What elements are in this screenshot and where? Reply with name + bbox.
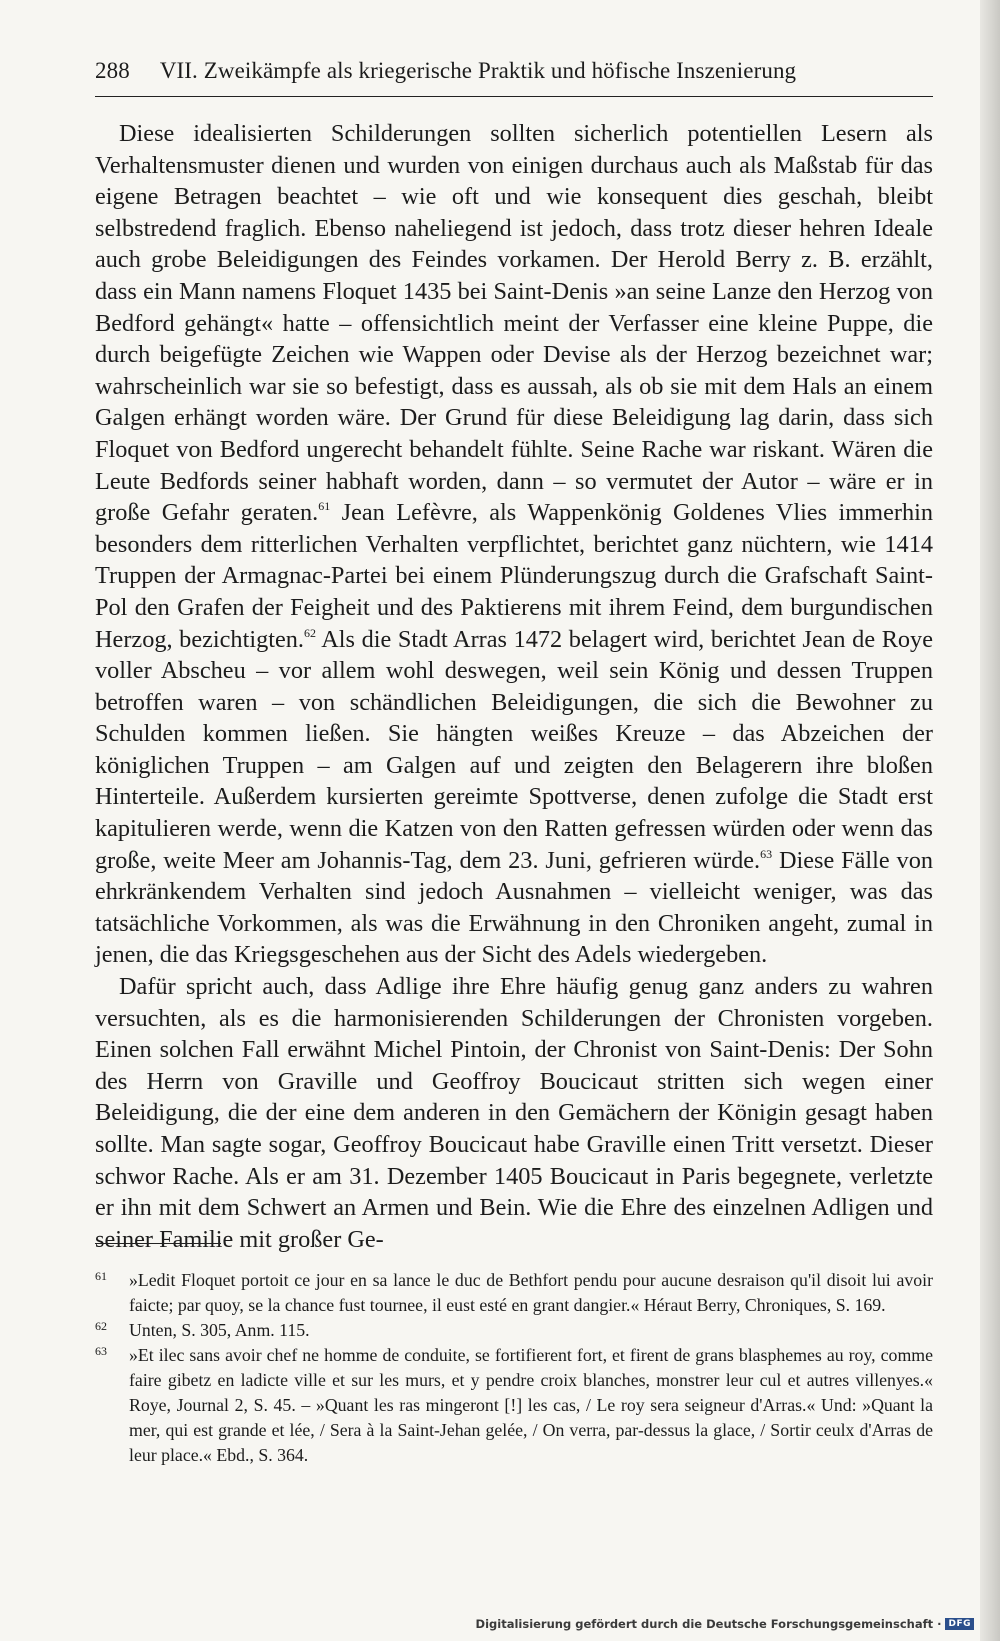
header-rule [95,96,933,97]
footnote [95,1343,933,1468]
footnotes [95,1268,933,1468]
footnote-separator [95,1243,221,1244]
text-run: Diese idealisierten Schilderungen sollten sicherlich potentiellen Lesern als Verhaltensmuster dienen und wurden von einigen durchaus auch als Maßstab für das eigene Betragen beachtet – wie oft und wie konsequent dies geschah, bleibt selbstredend fraglich. Ebenso naheliegend ist jedoch, dass trotz dieser hehren Ideale auch grobe Beleidigungen des Feindes vorkamen. Der Herold Berry z. B. erzählt, dass ein Mann namens Floquet 1435 bei Saint-Denis »an seine Lanze den Herzog von Bedford gehängt« hatte – offensichtlich meint der Verfasser eine kleine Puppe, die durch beigefügte Zeichen wie Wappen oder Devise als der Herzog bezeichnet war; wahrscheinlich war sie so befestigt, dass es aussah, als ob sie mit dem Hals an einem Galgen erhängt worden wäre. Der Grund für diese Beleidigung lag darin, dass sich Floquet von Bedford ungerecht behandelt fühlte. Seine Rache war riskant. Wären die Leute Bedfords seiner habhaft worden, dann – so vermutet der Autor – wäre er in große Gefahr geraten. [95,120,933,527]
footnote-number: 63 [95,1344,107,1358]
text-run: Dafür spricht auch, dass Adlige ihre Ehre häufig genug ganz anders zu wahren versuchten, als es die harmonisierenden Schilderungen der Chronisten vorgeben. Einen solchen Fall erwähnt Michel Pintoin, der Chronist von Saint-Denis: Der Sohn des Herrn von Graville und Geoffroy Boucicaut stritten sich wegen einer Beleidigung, die der eine dem anderen in den Gemächern der Königin gesagt haben sollte. Man sagte sogar, Geoffroy Boucicaut habe Graville einen Tritt versetzt. Dieser schwor Rache. Als er am 31. Dezember 1405 Boucicaut in Paris begegnete, verletzte er ihn mit dem Schwert an Armen und Bein. Wie die Ehre des einzelnen Adligen und seiner Familie mit großer Ge- [95,973,933,1253]
footnote-number: 62 [95,1319,107,1333]
text-run: Jean Lefèvre, als Wappenkönig Goldenes Vlies immerhin besonders dem ritterlichen Verhalten verpflichtet, berichtet ganz nüchtern, wie 1414 Truppen der Armagnac-Partei bei einem Plünderungszug durch die Grafschaft Saint-Pol den Grafen der Feigheit und des Paktierens mit ihrem Feind, dem burgundischen Herzog, bezichtigten. [95,499,933,653]
running-header [95,58,933,84]
text-run: Diese Fälle von ehrkränkendem Verhalten sind jedoch Ausnahmen – vielleicht weniger, was das tatsächliche Vorkommen, als was die Erwähnung in den Chroniken angeht, zumal in jenen, die das Kriegsgeschehen aus der Sicht des Adels wiedergeben. [95,846,933,969]
footnote-number: 61 [95,1269,107,1283]
footnote-marker[interactable]: 62 [303,625,316,640]
credit-text: Digitalisierung gefördert durch die Deutsche Forschungsgemeinschaft · [475,1617,942,1631]
page-edge [980,0,1000,1641]
footnote-marker[interactable]: 63 [760,846,773,861]
page-number: 288 [95,58,130,83]
paragraph [95,118,933,971]
text-run: Als die Stadt Arras 1472 belagert wird, berichtet Jean de Roye voller Abscheu – vor allem wohl deswegen, weil sein König und dessen Truppen betroffen waren – von schändlichen Beleidigungen, die sich die Bewohner zu Schulden kommen ließen. Sie hängten weißes Kreuze – das Abzeichen der königlichen Truppen – am Galgen auf und zeigten den Belagerern ihre bloßen Hinterteile. Außerdem kursierten gereimte Spottverse, denen zufolge die Stadt erst kapitulieren werde, wenn die Katzen von den Ratten gefressen würden oder wenn das große, weite Meer am Johannis-Tag, dem 23. Juni, gefrieren würde. [95,625,933,874]
footnote [95,1318,933,1343]
footnote-text: »Et ilec sans avoir chef ne homme de conduite, se fortifierent fort, et firent de grans blasphemes au roy, comme faire gibetz en ladicte ville et sur les murs, et y pendre croix blanches, monstrer leur cul et autres villenyes.« Roye, Journal 2, S. 45. – »Quant les ras mingeront [!] les cas, / Le roy sera seigneur d'Arras.« Und: »Quant la mer, qui est grande et lée, / Sera à la Saint-Jehan gelée, / On verra, par-dessus la glace, / Sortir ceulx d'Arras de leur place.« Ebd., S. 364. [129,1345,933,1465]
footnote-marker[interactable]: 61 [318,499,331,514]
paragraph [95,971,933,1255]
dfg-logo-icon: DFG [945,1618,974,1630]
footnote [95,1268,933,1318]
running-title: VII. Zweikämpfe als kriegerische Praktik und höfische Inszenierung [159,58,797,83]
footnote-text: Unten, S. 305, Anm. 115. [129,1320,310,1340]
main-text [95,118,933,1255]
digitization-credit [476,1617,974,1631]
footnote-text: »Ledit Floquet portoit ce jour en sa lance le duc de Bethfort pendu pour aucune desraison qu'il disoit lui avoir faicte; par quoy, se la chance fust tournee, il eust esté en grant dangier.« Héraut Berry, Chroniques, S. 169. [129,1270,933,1315]
